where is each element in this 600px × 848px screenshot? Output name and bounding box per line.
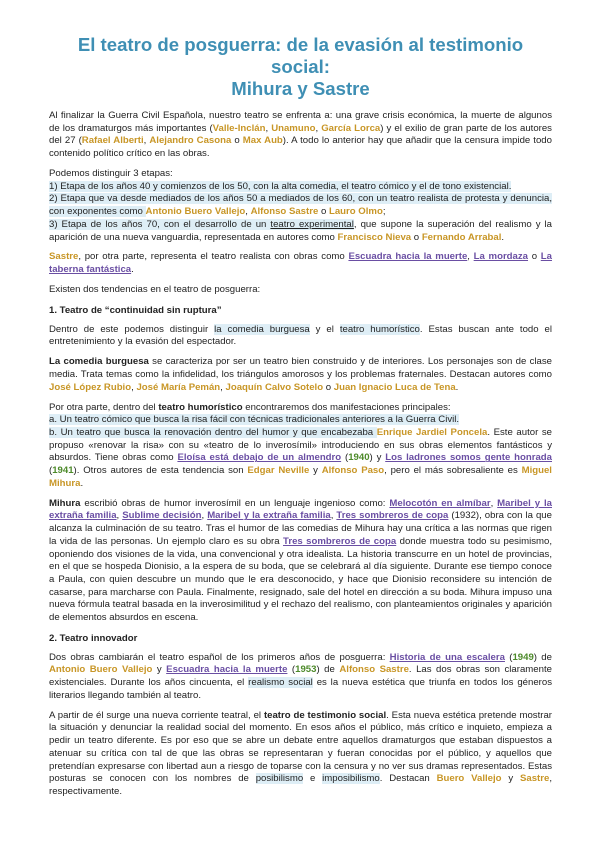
work-title-link[interactable]: Escuadra hacia la muerte (166, 664, 288, 676)
text-run: , (265, 122, 272, 134)
text-run: teatro humorístico (339, 323, 420, 335)
author-name: Francisco Nieva (337, 231, 412, 243)
title-line-2: Mihura y Sastre (231, 78, 370, 99)
author-name: Sastre (519, 773, 550, 785)
author-name: García Lorca (321, 122, 381, 134)
section-2-paragraph-1 (49, 652, 552, 703)
text-run: . Estas buscan ante todo el entretenimiento y la evasión del espectador. (49, 323, 552, 348)
humoristico-intro (49, 402, 552, 415)
author-name: Valle-Inclán (212, 122, 266, 134)
text-run: 1949 (512, 651, 534, 663)
stage-1 (49, 181, 552, 194)
comedia-burguesa-paragraph (49, 356, 552, 394)
text-run: donde muestra todo su pesimismo, oponiendo dos visiones de la vida, una convencional y otra idealista. La historia transcurre en un hotel de provincias, en el que se hospeda Dionisio, a la espera de su boda, que se celebrará al día siguiente. Durante ese tiempo conoce a Paula, con quien descubre un mundo que le era desconocido, y hace que Dionisio reconsidere su intención de casarse, para marcharse con Paula. Finalmente, resignado, sale del hotel en dirección a su boda. Mihura impuso una nueva fórmula teatral basada en la inverosimilitud y el rechazo del realismo, con planteamientos originales y aparición de elementos absurdos en escena. (49, 535, 553, 624)
text-run: , (467, 251, 474, 263)
author-name: Alfonso Sastre (339, 664, 409, 676)
text-run: ) y el exilio de gran parte de los autores del 27 ( (49, 122, 552, 147)
text-run: y (501, 773, 520, 785)
author-name: José López Rubio (49, 381, 132, 393)
text-run: la comedia burguesa (214, 323, 310, 335)
text-run: realismo social (248, 677, 313, 689)
text-run: o (323, 381, 334, 393)
text-run: . Las dos obras son claramente existenciales. Durante los años cincuenta, el (49, 664, 552, 689)
text-run: 2) Etapa que va desde mediados de los años 50 a mediados de los 60, con un teatro realista de protesta y denuncia, con exponentes como (49, 193, 552, 218)
text-run: , pero el más sobresaliente es (384, 465, 522, 477)
work-title-link[interactable]: Tres sombreros de copa (336, 510, 449, 522)
work-title-link[interactable]: Maribel y la extraña familia (49, 497, 552, 522)
author-name: Miguel Mihura (49, 465, 552, 489)
text-run: b. Un teatro que busca la renovación dentro del humor y que encabezaba (49, 427, 377, 438)
text-run: . (80, 477, 84, 489)
section-2-heading: 2. Teatro innovador (49, 632, 138, 644)
text-run: ) de (316, 664, 340, 676)
author-name: Buero Vallejo (436, 773, 502, 785)
text-run: , (116, 510, 123, 522)
text-run: 1953 (295, 664, 317, 676)
text-run: e (303, 773, 323, 785)
work-title-link[interactable]: Escuadra hacia la muerte (348, 251, 468, 263)
text-run: , (330, 510, 337, 522)
text-run: 3) Etapa de los años 70, con el desarrollo de un (49, 218, 271, 230)
text-run: ). A todo lo anterior hay que añadir que la censura impide todo contenido político crítico en las obras. (49, 135, 552, 160)
text-run: o (411, 231, 422, 243)
author-name: Lauro Olmo (328, 206, 383, 218)
author-name: Juan Ignacio Luca de Tena (333, 381, 456, 393)
text-run: . (131, 264, 134, 276)
text-run: (1932), obra con la que alcanza la culminación de su teatro. Tras el humor de las comedias de Mihura hay una crítica a las normas que rigen la vida de las personas. Un ejemplo claro es su obra (49, 510, 552, 547)
author-name: Unamuno (271, 122, 316, 134)
text-run: , (220, 381, 226, 393)
stage-2 (49, 193, 552, 218)
text-run: La comedia burguesa (49, 356, 149, 368)
author-name: Alfonso Paso (321, 465, 385, 477)
text-run: 1941 (52, 465, 74, 477)
humoristico-item-a (49, 414, 552, 427)
text-run: , que supone la superación del realismo y la aparición de una nueva vanguardia, representada en autores como (49, 218, 553, 243)
work-title-link[interactable]: La mordaza (473, 251, 529, 263)
text-run: . Este autor se propuso «renovar la risa» con su «teatro de lo inverosímil» introduciendo en sus obras elementos fantásticos y absurdos. Tiene obras como (49, 427, 552, 464)
author-name: Sastre (49, 251, 79, 263)
text-run: Por otra parte, dentro del (49, 401, 159, 413)
author-name: José María Pemán (136, 381, 221, 393)
text-run: . Esta nueva estética pretende mostrar la situación y denunciar la realidad social del momento. En esos años el público, más crítico e inquieto, empieza a pedir un teatro diferente. Es por eso que se abre un debate entre aquellos dramaturgos que estaban dispuestos a atenuar su crítica con tal de que las obras se representaran y fueran conocidas por el público, y aquellos que pretendían expresarse con libertad aun a riesgo de toparse con la censura y no ver sus dramas representados. Estas posturas se conocen con los nombres de (49, 709, 552, 785)
text-run: , (201, 510, 208, 522)
text-run: y (152, 664, 167, 676)
text-run: , por otra parte, representa el teatro realista con obras como (78, 251, 349, 263)
text-run: , (143, 135, 150, 147)
humoristico-item-b (49, 427, 552, 491)
text-run: o (231, 135, 243, 147)
text-run: o (318, 206, 329, 218)
text-run: , respectivamente. (49, 773, 552, 797)
title-line-1: El teatro de posguerra: de la evasión al testimonio social: (77, 34, 524, 77)
text-run: teatro humorístico (158, 401, 243, 413)
teatro-humoristico-block (49, 402, 552, 491)
section-1-paragraph-1 (49, 324, 552, 349)
text-run: , (245, 206, 251, 218)
text-run: , (131, 381, 137, 393)
work-title-link[interactable]: Maribel y la extraña familia (207, 510, 331, 522)
text-run: y el (309, 323, 340, 335)
author-name: Max Aub (242, 135, 283, 147)
text-run: ). Otros autores de esta tendencia son (73, 465, 248, 477)
text-run: se caracteriza por ser un teatro bien construido y de interiores. Los personajes son de clase media. Trata temas como la infidelidad, los triángulos amorosos y los problemas fraternales. Destacan autores como (49, 356, 552, 380)
text-run: ) de (533, 651, 552, 663)
text-run: 1940 (348, 452, 370, 464)
author-name: Antonio Buero Vallejo (49, 664, 153, 676)
text-run: posibilismo (255, 773, 304, 785)
text-run: o (528, 251, 541, 263)
text-run: Dos obras cambiarán el teatro español de los primeros años de posguerra: (49, 651, 390, 663)
text-run: imposibilismo (322, 773, 380, 785)
text-run: A partir de él surge una nueva corriente teatral, el (49, 709, 264, 721)
author-name: Alejandro Casona (149, 135, 232, 147)
work-title-link[interactable]: Los ladrones somos gente honrada (385, 452, 552, 464)
sastre-paragraph (49, 251, 552, 276)
work-title-link[interactable]: Eloísa está debajo de un almendro (177, 452, 342, 464)
author-name: Alfonso Sastre (250, 206, 319, 218)
mihura-paragraph (49, 498, 552, 625)
text-run: ) y (369, 452, 386, 464)
text-run: escribió obras de humor inverosímil en un lenguaje ingenioso como: (80, 497, 390, 509)
text-run: a. Un teatro cómico que busca la risa fácil con técnicas tradicionales anteriores a la Guerra Civil. (49, 414, 460, 426)
text-run: teatro de testimonio social (263, 709, 387, 721)
text-run: Mihura (49, 497, 81, 509)
stages-intro: Podemos distinguir 3 etapas: (49, 168, 173, 179)
author-name: Fernando Arrabal (421, 231, 502, 243)
text-run: Dentro de este podemos distinguir (49, 323, 215, 335)
author-name: Edgar Neville (247, 465, 310, 477)
work-title-link[interactable]: Historia de una escalera (389, 651, 505, 663)
text-run: . (501, 231, 505, 243)
text-run: . Destacan (379, 773, 437, 785)
text-run: , (490, 497, 498, 509)
stages-block (49, 168, 552, 244)
tendencias-line: Existen dos tendencias en el teatro de posguerra: (49, 284, 261, 295)
text-run: Al finalizar la Guerra Civil Española, nuestro teatro se enfrenta a: una grave crisis económica, la muerte de algunos de los dramaturgos más importantes ( (49, 110, 552, 134)
text-run: ( (287, 664, 296, 676)
author-name: Rafael Alberti (81, 135, 144, 147)
text-run: . (455, 381, 459, 393)
author-name: Joaquín Calvo Sotelo (225, 381, 324, 393)
text-run: ; (382, 206, 386, 218)
text-run: ( (49, 465, 53, 477)
text-run: ( (504, 651, 513, 663)
section-1-heading: 1. Teatro de “continuidad sin ruptura” (49, 304, 222, 316)
text-run: ( (341, 452, 349, 464)
work-title-link[interactable]: Melocotón en almíbar (389, 497, 491, 509)
author-name: Enrique Jardiel Poncela (376, 427, 488, 438)
text-run: es la nueva estética que triunfa en todos los géneros literarios llegando también al teatro. (49, 677, 553, 701)
text-run: y (309, 465, 322, 477)
text-run: , (315, 122, 322, 134)
intro-paragraph (49, 110, 552, 161)
work-title-link[interactable]: La taberna fantástica (49, 251, 552, 276)
author-name: Antonio Buero Vallejo (145, 206, 246, 218)
stage-3 (49, 219, 552, 244)
text-run: 1) Etapa de los años 40 y comienzos de los 50, con la alta comedia, el teatro cómico y el de tono existencial. (49, 180, 512, 192)
text-run: teatro experimental (270, 218, 354, 230)
section-2-paragraph-2 (49, 710, 552, 799)
text-run: encontraremos dos manifestaciones principales: (242, 401, 451, 413)
document-title (49, 34, 552, 100)
work-title-link[interactable]: Tres sombreros de copa (283, 535, 397, 547)
work-title-link[interactable]: Sublime decisión (122, 510, 202, 522)
